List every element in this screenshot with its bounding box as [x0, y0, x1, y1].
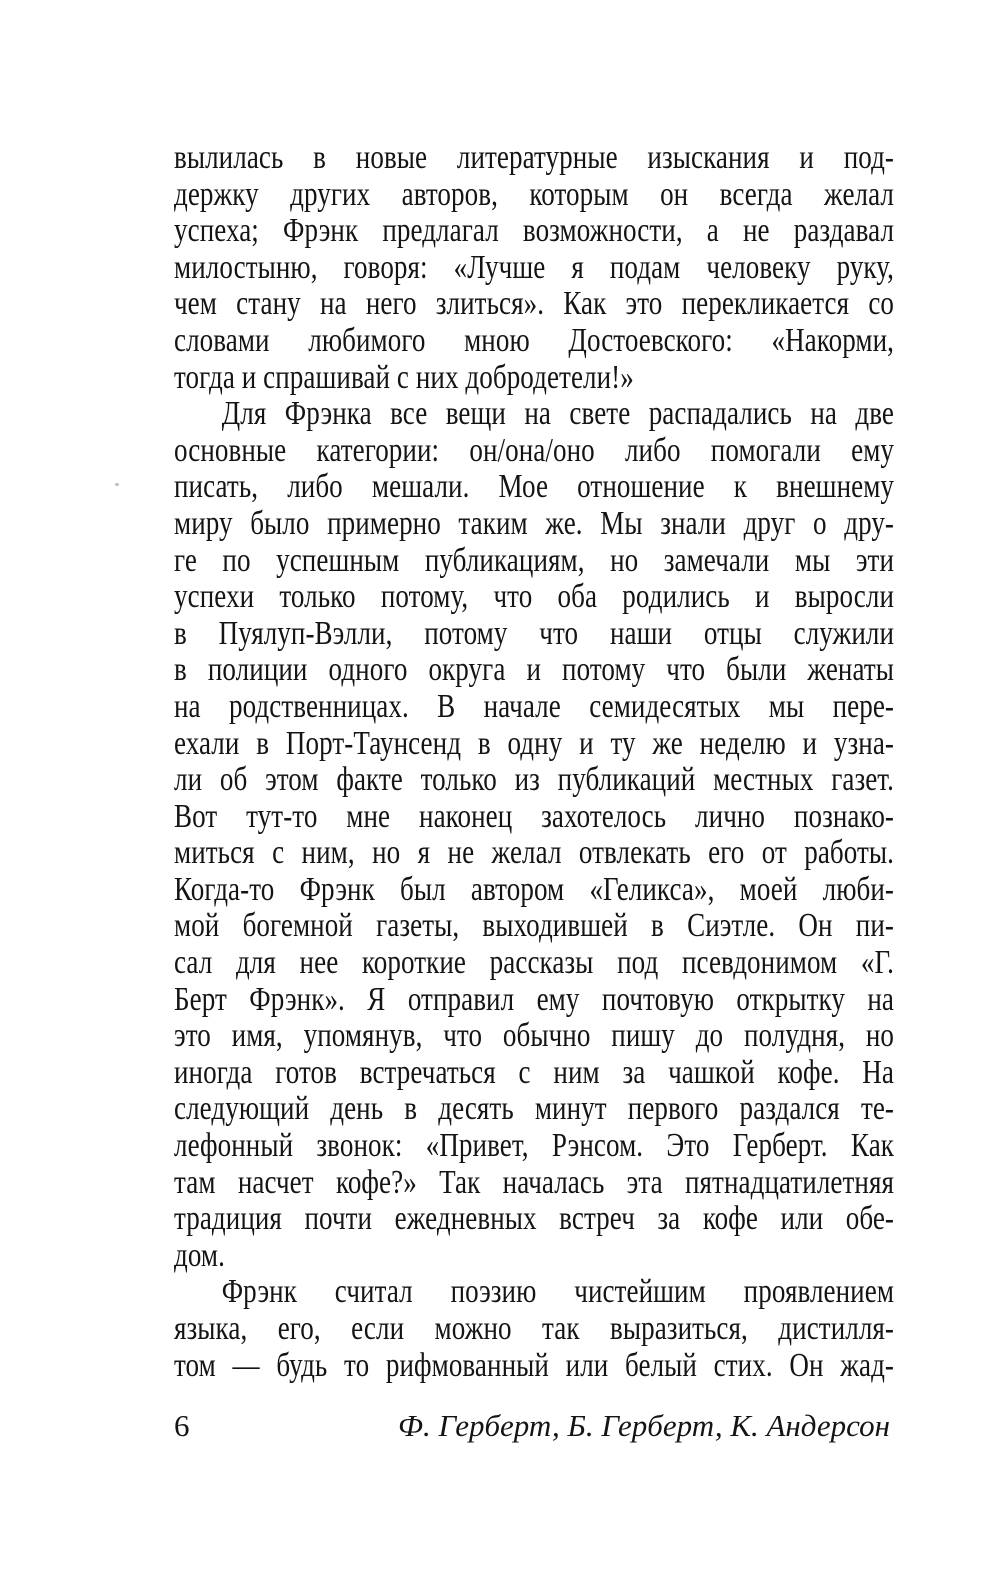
text-line: Когда-то Фрэнк был автором «Геликса», моей люби-	[174, 871, 895, 908]
text-line: в Пуялуп-Вэлли, потому что наши отцы служили	[174, 615, 895, 652]
paragraph	[174, 140, 894, 396]
text-line: в полиции одного округа и потому что были женаты	[174, 652, 895, 689]
paragraph	[174, 1274, 894, 1384]
text-line: вылилась в новые литературные изыскания и под-	[174, 140, 895, 176]
text-line: языка, его, если можно так выразиться, дистилля-	[174, 1311, 895, 1347]
text-line: Фрэнк считал поэзию чистейшим проявлением	[221, 1274, 895, 1311]
text-line: Берт Фрэнк». Я отправил ему почтовую открытку на	[174, 981, 895, 1018]
paragraph	[174, 396, 894, 1274]
text-line: традиция почти ежедневных встреч за кофе или обе-	[174, 1201, 895, 1238]
text-line: милостыню, говоря: «Лучше я подам человеку руку,	[174, 249, 895, 286]
text-line: том — будь то рифмованный или белый стих. Он жад-	[174, 1347, 895, 1384]
text-line: словами любимого мною Достоевского: «Накорми,	[174, 322, 895, 359]
text-line: дом.	[174, 1237, 225, 1274]
text-line: успехи только потому, что оба родились и выросли	[174, 579, 895, 616]
page-footer	[174, 1406, 890, 1446]
text-line: ге по успешным публикациям, но замечали мы эти	[174, 542, 895, 579]
text-line: иногда готов встречаться с ним за чашкой кофе. На	[174, 1054, 895, 1091]
text-line: сал для нее короткие рассказы под псевдонимом «Г.	[174, 945, 895, 982]
text-line: успеха; Фрэнк предлагал возможности, а не раздавал	[174, 213, 895, 250]
text-line: это имя, упомянув, что обычно пишу до полудня, но	[174, 1018, 895, 1055]
text-line: ехали в Порт-Таунсенд в одну и ту же неделю и узна-	[174, 725, 895, 762]
text-line: Для Фрэнка все вещи на свете распадались на две	[221, 396, 895, 433]
text-line: следующий день в десять минут первого раздался те-	[174, 1091, 895, 1128]
running-title: Ф. Герберт, Б. Герберт, К. Андерсон	[398, 1408, 890, 1443]
page-number: 6	[174, 1408, 190, 1443]
body-text	[174, 140, 894, 1384]
text-line: миться с ним, но я не желал отвлекать его от работы.	[174, 835, 895, 872]
scan-speck	[115, 483, 119, 486]
text-line: ли об этом факте только из публикаций местных газет.	[174, 762, 895, 799]
text-line: тогда и спрашивай с них добродетели!»	[174, 359, 634, 396]
text-line: мой богемной газеты, выходившей в Сиэтле. Он пи-	[174, 908, 895, 945]
text-line: чем стану на него злиться». Как это перекликается со	[174, 286, 895, 323]
text-line: там насчет кофе?» Так началась эта пятнадцатилетняя	[174, 1164, 895, 1201]
text-line: писать, либо мешали. Мое отношение к внешнему	[174, 469, 895, 506]
text-line: миру было примерно таким же. Мы знали друг о дру-	[174, 505, 895, 542]
text-line: основные категории: он/она/оно либо помогали ему	[174, 432, 895, 469]
text-line: держку других авторов, которым он всегда желал	[174, 176, 895, 213]
text-line: Вот тут-то мне наконец захотелось лично познако-	[174, 798, 895, 835]
text-line: лефонный звонок: «Привет, Рэнсом. Это Герберт. Как	[174, 1128, 895, 1165]
text-line: на родственницах. В начале семидесятых мы пере-	[174, 688, 895, 725]
